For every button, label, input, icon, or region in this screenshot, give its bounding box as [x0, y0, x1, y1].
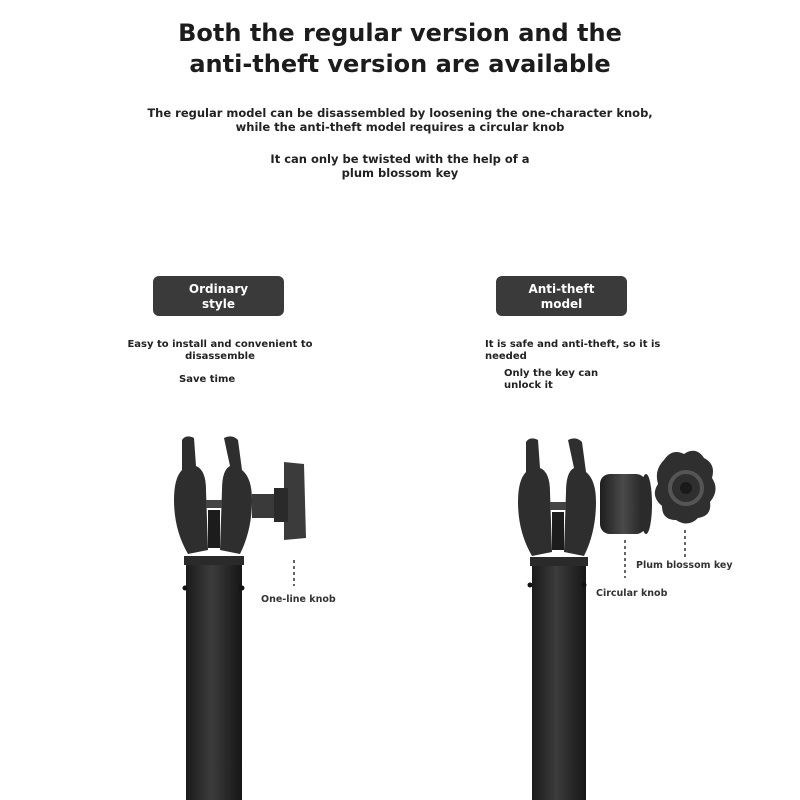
badge-line: model	[540, 297, 583, 311]
anti-theft-mount-arm-image	[500, 430, 740, 800]
description-line: It can only be twisted with the help of a	[270, 152, 530, 166]
anti-theft-feature-2	[504, 368, 598, 392]
headline	[0, 18, 800, 80]
circular-knob-callout: Circular knob	[596, 588, 668, 599]
feature-line: Only the key can	[504, 368, 599, 379]
feature-line: needed	[485, 351, 527, 362]
description-line: while the anti-theft model requires a circular knob	[235, 120, 565, 134]
description-paragraph-1	[0, 106, 800, 134]
feature-line: disassemble	[185, 351, 255, 362]
headline-line-2: anti-theft version are available	[189, 50, 611, 78]
feature-line: unlock it	[504, 380, 553, 391]
ordinary-mount-arm-image	[160, 430, 360, 800]
badge-line: Ordinary	[188, 282, 249, 296]
ordinary-feature-1	[120, 339, 320, 363]
badge-line: style	[202, 297, 235, 311]
description-line: plum blossom key	[341, 166, 459, 180]
feature-line: It is safe and anti-theft, so it is	[485, 339, 661, 350]
ordinary-style-badge	[153, 276, 284, 316]
headline-line-1: Both the regular version and the	[178, 19, 622, 47]
description-paragraph-2	[0, 152, 800, 180]
badge-line: Anti-theft	[528, 282, 595, 296]
plum-blossom-key-callout: Plum blossom key	[636, 560, 733, 571]
ordinary-feature-2: Save time	[179, 374, 236, 385]
feature-line: Easy to install and convenient to	[127, 339, 313, 350]
anti-theft-feature-1	[485, 339, 660, 363]
anti-theft-model-badge	[496, 276, 627, 316]
one-line-knob-callout: One-line knob	[261, 594, 336, 605]
description-line: The regular model can be disassembled by loosening the one-character knob,	[147, 106, 653, 120]
